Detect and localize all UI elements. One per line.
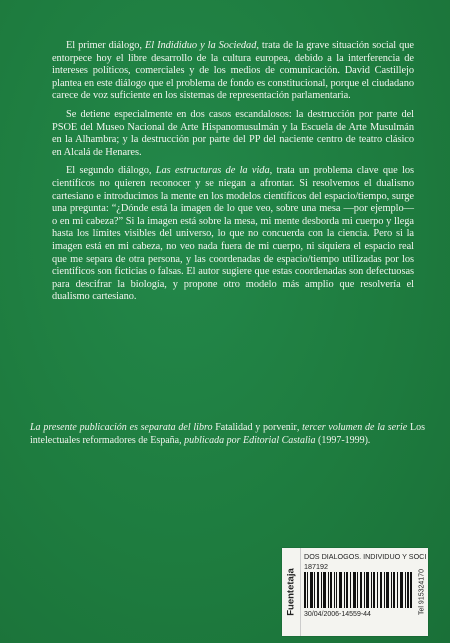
synopsis <box>52 40 414 310</box>
label-title: DOS DIALOGOS. INDIVIDUO Y SOCI <box>304 552 427 561</box>
paragraph-1: El primer diálogo, El Indididuo y la Sociedad, trata de la grave situación social que entorpece hoy el libre desarrollo de la cultura europea, debido a la interferencia de intereses políticos, comerciales y de los medios de comunicación. David Castillejo plantea en este diálogo que el problema de fondo es constitucional, porque el ciudadano carece de voz suficiente en los sistemas de representación parlamentaria. <box>52 40 414 102</box>
label-isbn: 30/04/2006-14559-44 <box>304 611 371 618</box>
label-code: 187192 <box>304 562 328 571</box>
paragraph-2: Se detiene especialmente en dos casos escandalosos: la destrucción por parte del PSOE del Museo Nacional de Arte Hispanomusulmán y la Escuela de Arte Musulmán en la Alhambra; y la destrucción por parte del PP del naciente centro de teatro clásico en Alcalá de Henares. <box>52 108 414 158</box>
store-price-label <box>282 548 428 636</box>
paragraph-3: El segundo diálogo, Las estructuras de la vida, trata un problema clave que los científicos no quieren reconocer y se niegan a afrontar. Si resolvemos el dualismo cartesiano e introducimos la mente en los modelos científicos del espacio/tiempo, surge una pregunta: “¿Dónde está la imagen de lo que veo, sobre una mesa —por ejemplo— o en mi cabeza?” Si la imagen está sobre la mesa, mi mente desborda mi cuerpo y llega hasta los límites visibles del universo, lo que no concuerda con la ciencia. Pero si la imagen está en mi cabeza, no veo nada fuera de mi cuerpo, ni siquiera el espacio real que me separa de otra persona, y las coordenadas de espacio/tiempo utilizadas por los científicos son ficticias o falsas. El autor sugiere que estas coordenadas son defectuosas para descifrar la biología, y propone otro modelo más amplio que resolvería el dualismo cartesiano. <box>52 165 414 303</box>
publication-note: La presente publicación es separata del libro Fatalidad y porvenir, tercer volumen de la serie Los intelectuales reformadores de España, publicada por Editorial Castalia (1997-1999). <box>30 422 425 446</box>
store-name: Fuentetaja <box>282 548 301 636</box>
barcode-icon <box>304 572 412 608</box>
store-phone: Tel 915324170 <box>418 569 426 615</box>
